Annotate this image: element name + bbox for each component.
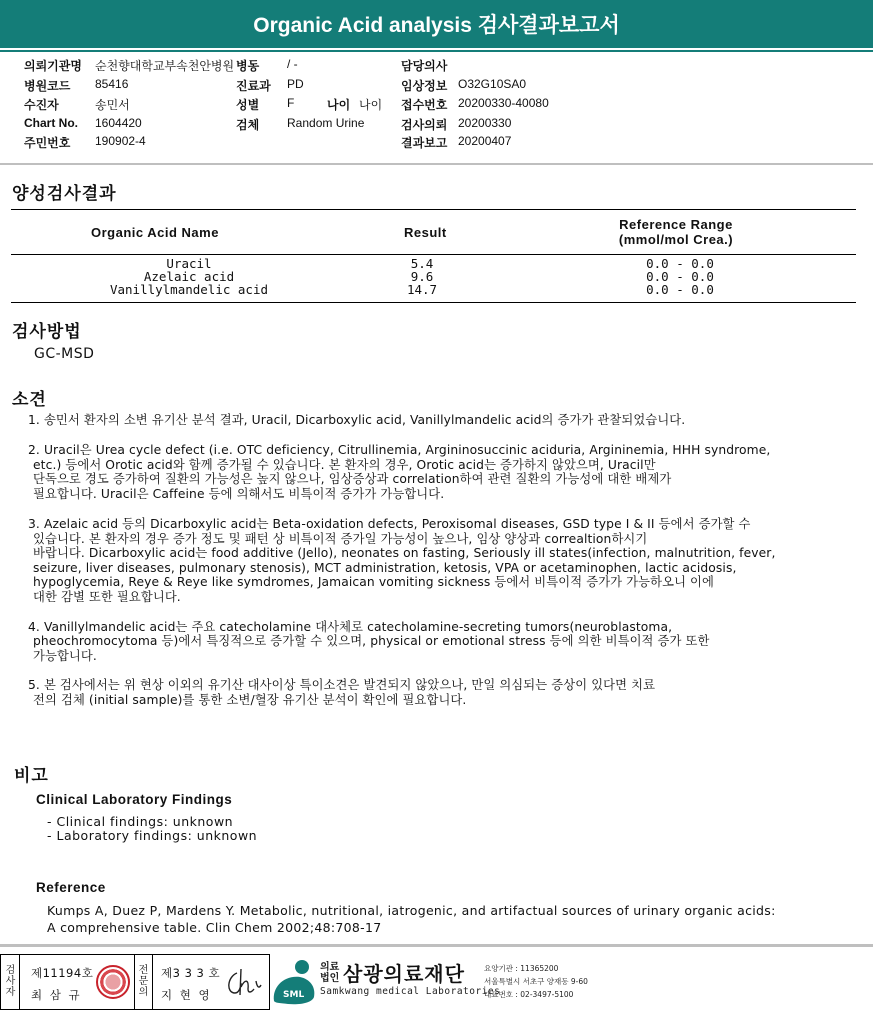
report-date-value: 20200407: [458, 134, 512, 148]
age-label: 나이: [327, 98, 351, 112]
requesting-org-value: 순천향대학교부속천안병원: [95, 59, 235, 73]
examiner-name: 최 삼 규: [31, 988, 82, 1002]
finding-line: 있습니다. 본 환자의 경우 증가 정도 및 패턴 상 비특이적 증가일 가능성이 높으나, 임상 양상과 correaltion하시기: [33, 532, 648, 546]
specialist-label-char: 전: [138, 965, 149, 976]
col-header-ref: Reference Range: [619, 217, 733, 232]
finding-line: 2. Uracil은 Urea cycle defect (i.e. OTC deficiency, Citrullinemia, Argininosuccinic aciduria, Argininemia, HHH syndrome,: [28, 443, 771, 457]
examiner-label-char: 검: [5, 965, 16, 976]
org-address: 서울특별시 서초구 양재동 9-60: [484, 977, 588, 986]
findings-heading: 소견: [12, 390, 47, 410]
receipt-no-value: 20200330-40080: [458, 96, 549, 110]
col-header-result: Result: [404, 225, 447, 240]
remarks-heading: 비고: [14, 766, 49, 786]
resident-no-value: 190902-4: [95, 134, 146, 148]
examiner-vertical-label: [4, 965, 17, 998]
org-name: 삼광의료재단: [343, 962, 465, 986]
receipt-no-label: 접수번호: [401, 98, 448, 112]
patient-name-value: 송민서: [95, 98, 130, 112]
specimen-value: Random Urine: [287, 116, 365, 130]
finding-line: 바랍니다. Dicarboxylic acid는 food additive (Jello), neonates on fasting, Seriously ill states(infection, malnutrition, fever,: [33, 546, 776, 560]
signature-box: [0, 954, 270, 1010]
finding-line: hypoglycemia, Reye & Reye like symdromes, Jamaican vomiting sickness 등에서 비특이적 증가가 가능하오니 이에: [33, 575, 715, 589]
result-row-ref: 0.0 - 0.0: [646, 282, 714, 297]
positive-results-heading: 양성검사결과: [12, 184, 117, 204]
table-header-rule: [11, 254, 856, 255]
signature-icon: [223, 965, 263, 999]
finding-line: pheochromocytoma 등)에서 특징적으로 증가할 수 있으며, physical or emotional stress 등에 의한 비특이적 증가 또한: [33, 634, 710, 648]
org-type-line: 법인: [320, 973, 340, 984]
result-row-value: 5.4: [410, 256, 434, 271]
method-heading: 검사방법: [12, 322, 82, 342]
logo-text: SML: [283, 990, 305, 1000]
patient-name-label: 수진자: [24, 98, 59, 112]
reference-heading: Reference: [36, 880, 106, 895]
finding-line: 가능합니다.: [33, 649, 97, 663]
specialist-vertical-label: [137, 965, 150, 998]
finding-line: 전의 검체 (initial sample)를 통한 소변/혈장 유기산 분석이 확인에 필요합니다.: [33, 693, 467, 707]
ward-value: / -: [287, 57, 298, 71]
examiner-label-char: 자: [5, 987, 16, 998]
official-seal-icon: [96, 965, 130, 999]
result-row-value: 9.6: [410, 269, 434, 284]
request-date-label: 검사의뢰: [401, 118, 448, 132]
org-facility-code: 요양기관 : 11365200: [484, 964, 559, 973]
header-divider: [0, 163, 873, 165]
sex-value: F: [287, 96, 295, 110]
result-row-value: 14.7: [406, 282, 438, 297]
physician-label: 담당의사: [401, 59, 448, 73]
specialist-label-char: 의: [138, 987, 149, 998]
org-contact-info: [484, 962, 588, 1001]
examiner-license-no: 제11194호: [31, 966, 94, 980]
reference-line: Kumps A, Duez P, Mardens Y. Metabolic, nutritional, iatrogenic, and artifactual sources of urinary organic acids:: [47, 903, 776, 918]
org-type-line: 의료: [320, 962, 340, 973]
clinical-info-value: O32G10SA0: [458, 77, 527, 91]
chart-no-label: Chart No.: [24, 116, 78, 130]
request-date-value: 20200330: [458, 116, 512, 130]
result-row-name: Uracil: [166, 256, 212, 271]
department-value: PD: [287, 77, 304, 91]
clinical-findings-line: - Clinical findings: unknown: [47, 814, 234, 829]
col-header-name: Organic Acid Name: [91, 225, 219, 240]
finding-line: 4. Vanillylmandelic acid는 주요 catecholamine 대사체로 catecholamine-secreting tumors(neuroblastoma,: [28, 620, 673, 634]
clinical-info-label: 임상정보: [401, 79, 448, 93]
laboratory-findings-line: - Laboratory findings: unknown: [47, 828, 258, 843]
org-type-label: [320, 962, 339, 984]
finding-line: seizure, liver diseases, pulmonary stenosis), MCT administration, ketosis, VPA or acetaminophen, lactic acidosis,: [33, 561, 737, 575]
result-row-name: Azelaic acid: [143, 269, 235, 284]
org-phone: 대표번호 : 02-3497-5100: [484, 990, 574, 999]
finding-line: 5. 본 검사에서는 위 현상 이외의 유기산 대사이상 특이소견은 발견되지 않았으나, 만일 의심되는 증상이 있다면 치료: [28, 678, 656, 692]
result-row-ref: 0.0 - 0.0: [646, 269, 714, 284]
hospital-code-label: 병원코드: [24, 79, 71, 93]
resident-no-label: 주민번호: [24, 136, 71, 150]
org-english-name: Samkwang medical Laboratories: [320, 986, 501, 997]
finding-line: 대한 감별 또한 필요합니다.: [33, 590, 181, 604]
finding-paragraph-1: 1. 송민서 환자의 소변 유기산 분석 결과, Uracil, Dicarboxylic acid, Vanillylmandelic acid의 증가가 관찰되었습니다.: [28, 413, 686, 427]
specialist-label-char: 문: [138, 976, 149, 987]
result-row-ref: 0.0 - 0.0: [646, 256, 714, 271]
specialist-name: 지 현 영: [161, 988, 212, 1002]
finding-line: 단독으로 경도 증가하여 질환의 가능성은 높지 않으나, 임상증상과 correlation하여 관련 질환의 가능성에 대한 배제가: [33, 472, 672, 486]
ward-label: 병동: [236, 59, 260, 73]
finding-line: etc.) 등에서 Orotic acid와 함께 증가될 수 있습니다. 본 환자의 경우, Orotic acid는 증가하지 않았으며, Uracil만: [33, 458, 656, 472]
sex-label: 성별: [236, 98, 260, 112]
result-row-name: Vanillylmandelic acid: [109, 282, 269, 297]
age-value: 나이: [359, 98, 383, 112]
specimen-label: 검체: [236, 118, 260, 132]
reference-line: A comprehensive table. Clin Chem 2002;48:708-17: [47, 920, 382, 935]
specialist-license-no: 제3 3 3 호: [161, 966, 221, 980]
clinical-findings-heading: Clinical Laboratory Findings: [36, 792, 233, 807]
chart-no-value: 1604420: [95, 116, 142, 130]
table-bottom-rule: [11, 302, 856, 303]
department-label: 진료과: [236, 79, 271, 93]
hospital-code-value: 85416: [95, 77, 129, 91]
sml-logo-icon: [270, 957, 320, 1005]
report-title: Organic Acid analysis 검사결과보고서: [0, 0, 873, 48]
examiner-label-char: 사: [5, 976, 16, 987]
footer-divider: [0, 944, 873, 947]
finding-line: 필요합니다. Uracil은 Caffeine 등에 의해서도 비특이적 증가가 가능합니다.: [33, 487, 445, 501]
report-date-label: 결과보고: [401, 136, 448, 150]
table-top-rule: [11, 209, 856, 210]
method-value: GC-MSD: [34, 346, 95, 362]
col-header-ref-unit: (mmol/mol Crea.): [618, 232, 734, 247]
finding-line: 3. Azelaic acid 등의 Dicarboxylic acid는 Beta-oxidation defects, Peroxisomal diseases, GSD type I & II 등에서 증가할 수: [28, 517, 751, 531]
requesting-org-label: 의뢰기관명: [24, 59, 82, 73]
